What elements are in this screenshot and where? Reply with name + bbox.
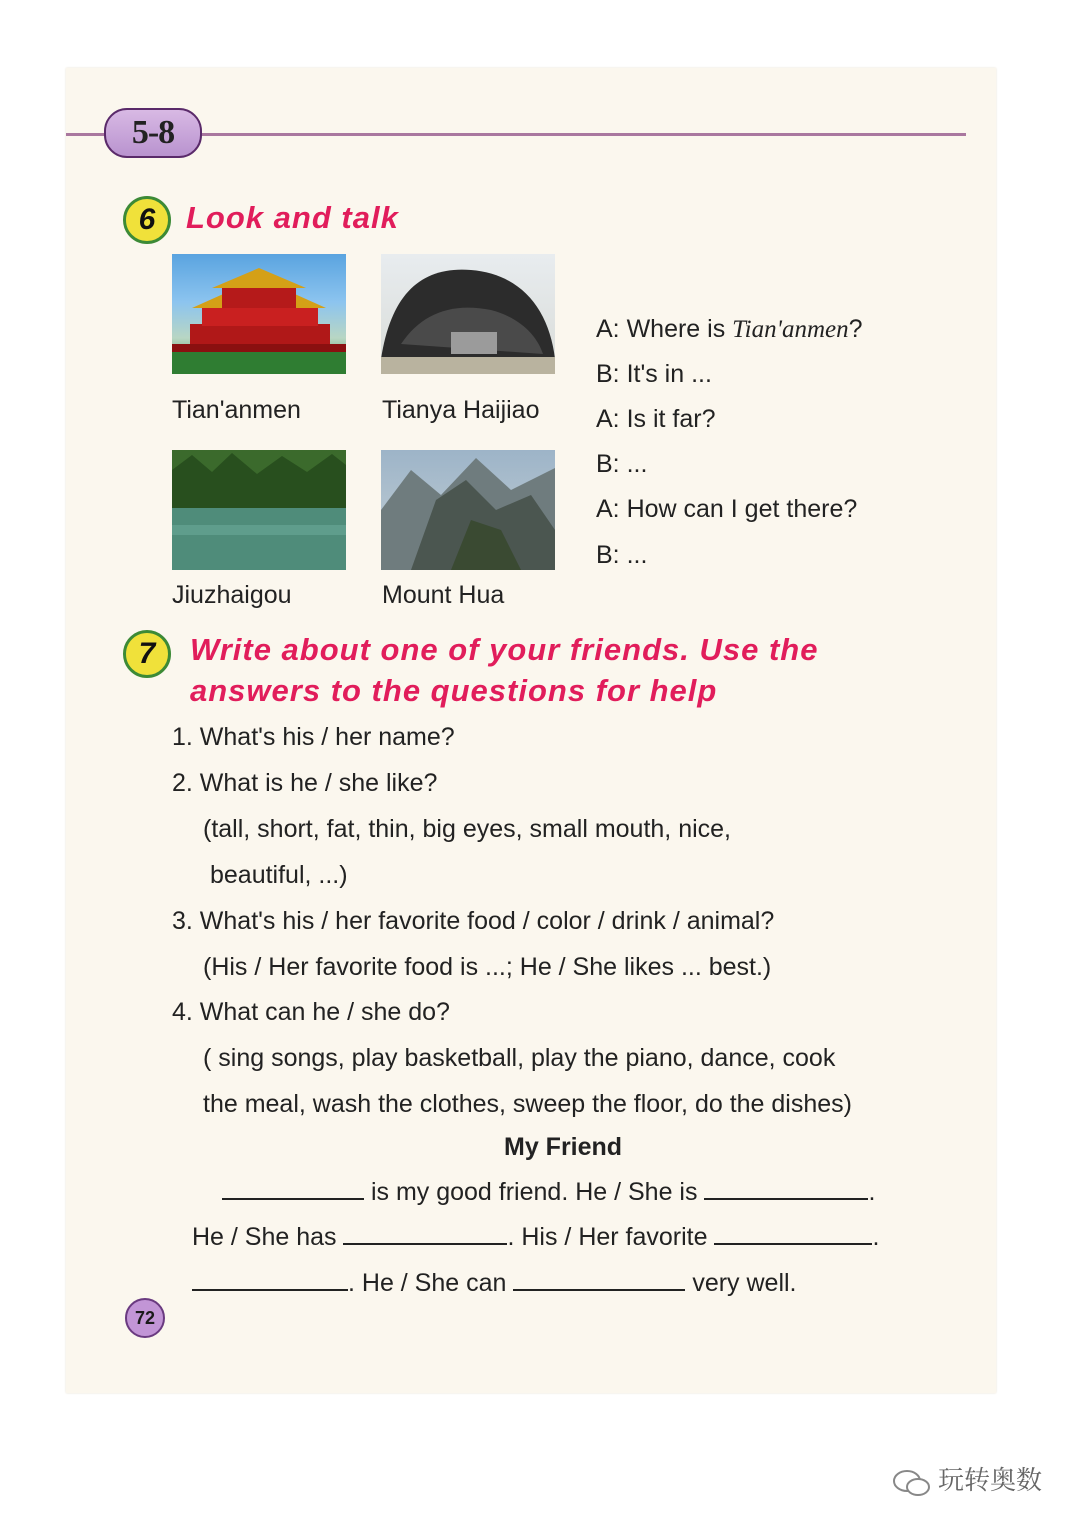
dialogue-line-5: A: How can I get there? xyxy=(596,495,858,523)
blank-friend-name[interactable] xyxy=(222,1178,364,1200)
caption-mount-hua: Mount Hua xyxy=(382,581,505,609)
question-2-hint-line-2: beautiful, ...) xyxy=(210,861,348,889)
dialogue-line-4: B: ... xyxy=(596,450,648,478)
essay-line-3: . He / She can very well. xyxy=(192,1269,797,1298)
section-7-title-line-2: answers to the questions for help xyxy=(190,673,718,708)
caption-tiananmen: Tian'anmen xyxy=(172,396,301,424)
page-number: 72 xyxy=(125,1298,165,1338)
dialogue-line-6: B: ... xyxy=(596,541,648,569)
blank-can-do[interactable] xyxy=(513,1269,685,1291)
section-6-title: Look and talk xyxy=(186,200,399,235)
caption-tianya-haijiao: Tianya Haijiao xyxy=(382,396,540,424)
section-7-title-line-1: Write about one of your friends. Use the xyxy=(190,632,819,667)
question-3-hint: (His / Her favorite food is ...; He / She likes ... best.) xyxy=(203,953,772,981)
question-4: 4. What can he / she do? xyxy=(172,998,450,1026)
wechat-icon xyxy=(892,1468,932,1503)
blank-has[interactable] xyxy=(343,1223,507,1245)
essay-title: My Friend xyxy=(504,1133,623,1161)
tiananmen-photo xyxy=(172,254,346,374)
dialogue-line-3: A: Is it far? xyxy=(596,405,716,433)
blank-looks[interactable] xyxy=(704,1178,868,1200)
watermark-text: 玩转奥数 xyxy=(938,1466,1043,1496)
dialogue-line-1: A: Where is Tian'anmen? xyxy=(596,315,863,343)
essay-line-1: is my good friend. He / She is . xyxy=(222,1178,875,1207)
jiuzhaigou-photo xyxy=(172,450,346,570)
caption-jiuzhaigou: Jiuzhaigou xyxy=(172,581,292,609)
section-7-number: 7 xyxy=(123,630,171,678)
essay-line-2: He / She has . His / Her favorite . xyxy=(192,1223,880,1251)
question-4-hint-line-2: the meal, wash the clothes, sweep the floor, do the dishes) xyxy=(203,1090,852,1118)
mount-hua-photo xyxy=(381,450,555,570)
blank-favorite-item[interactable] xyxy=(192,1269,348,1291)
question-2-hint-line-1: (tall, short, fat, thin, big eyes, small mouth, nice, xyxy=(203,815,732,843)
dialogue-line-2: B: It's in ... xyxy=(596,360,712,388)
question-1: 1. What's his / her name? xyxy=(172,723,455,751)
tianya-haijiao-photo xyxy=(381,254,555,374)
question-3: 3. What's his / her favorite food / color / drink / animal? xyxy=(172,907,775,935)
blank-favorite[interactable] xyxy=(714,1223,872,1245)
question-4-hint-line-1: ( sing songs, play basketball, play the piano, dance, cook xyxy=(203,1044,836,1072)
question-2: 2. What is he / she like? xyxy=(172,769,438,797)
unit-badge: 5-8 xyxy=(104,108,202,158)
section-6-number: 6 xyxy=(123,196,171,244)
